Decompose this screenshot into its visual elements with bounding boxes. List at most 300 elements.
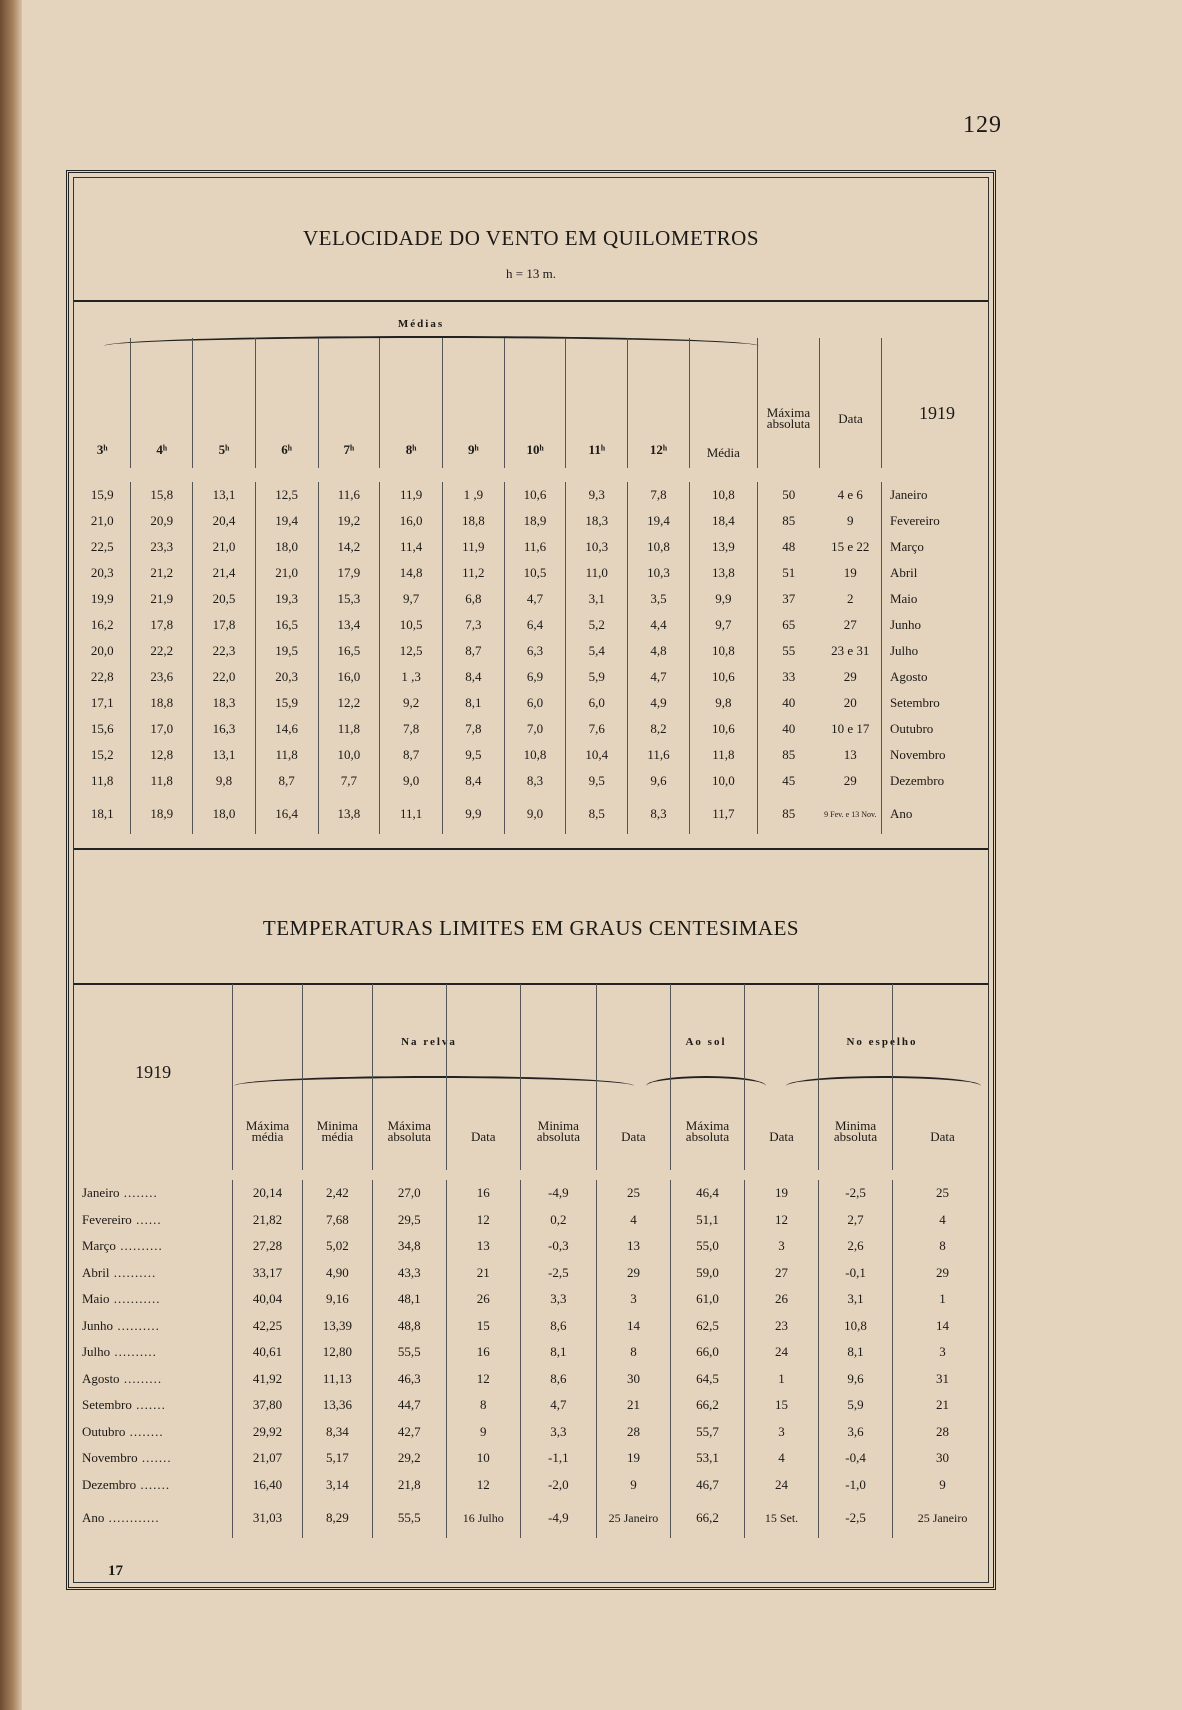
table-cell: 8,7 xyxy=(442,638,504,664)
table-cell: 13 xyxy=(843,747,857,762)
table-row xyxy=(74,742,992,768)
table-cell: 18,0 xyxy=(255,534,318,560)
table-cell: 20,5 xyxy=(193,586,256,612)
table-cell: 10,8 xyxy=(504,742,566,768)
table-cell: 3,3 xyxy=(520,1286,596,1313)
table-cell: 18,9 xyxy=(504,508,566,534)
table-cell: 48 xyxy=(757,534,819,560)
table-cell: 22,0 xyxy=(193,664,256,690)
table-cell: 9 xyxy=(893,1472,992,1499)
temp-body xyxy=(74,1170,992,1538)
table-cell: 12,5 xyxy=(380,638,443,664)
table-cell: 19,4 xyxy=(628,508,690,534)
month-label xyxy=(74,1260,233,1287)
table-cell: 16,2 xyxy=(90,617,114,632)
month-label xyxy=(74,1392,233,1419)
leader-dots: .......... xyxy=(110,1344,157,1360)
table-cell: 8,34 xyxy=(302,1419,372,1446)
temp-group-espelho: No espelho xyxy=(846,1036,918,1048)
table-cell: 13,36 xyxy=(302,1392,372,1419)
table-cell: 3 xyxy=(744,1233,818,1260)
table-cell: 37,80 xyxy=(233,1392,303,1419)
table-cell: 11,8 xyxy=(255,742,318,768)
leader-dots: .......... xyxy=(113,1317,160,1333)
table-cell: 66,0 xyxy=(670,1339,744,1366)
table-cell: 6,0 xyxy=(566,690,628,716)
table-cell: 19 xyxy=(596,1445,670,1472)
month-label xyxy=(74,1313,233,1340)
table-cell: 25 Janeiro xyxy=(893,1498,992,1538)
table-cell: 2 xyxy=(847,591,854,606)
table-cell: 11,8 xyxy=(318,716,380,742)
table-cell: 31 xyxy=(893,1366,992,1393)
month-label xyxy=(74,1233,233,1260)
table-cell: 19,9 xyxy=(90,591,114,606)
table-cell: 10 xyxy=(446,1445,520,1472)
month-label xyxy=(74,1498,233,1538)
table-cell: 3,5 xyxy=(628,586,690,612)
table-cell: 29,92 xyxy=(233,1419,303,1446)
wind-hour-header: 3ʰ xyxy=(96,442,108,457)
table-cell: 9 xyxy=(446,1419,520,1446)
table-cell: 26 xyxy=(446,1286,520,1313)
month-label: Abril xyxy=(881,560,992,586)
table-cell: 40,04 xyxy=(233,1286,303,1313)
table-cell: 5,2 xyxy=(566,612,628,638)
table-cell: 19 xyxy=(843,565,857,580)
table-cell: 28 xyxy=(596,1419,670,1446)
table-cell: 10,4 xyxy=(566,742,628,768)
table-cell: 12,5 xyxy=(255,482,318,508)
table-cell: 15,9 xyxy=(255,690,318,716)
table-cell: 16 xyxy=(446,1339,520,1366)
table-cell: 19,5 xyxy=(255,638,318,664)
temp-table xyxy=(74,984,992,1538)
table-cell: 7,68 xyxy=(302,1207,372,1234)
table-cell: 12,80 xyxy=(302,1339,372,1366)
table-cell: 22,5 xyxy=(90,539,114,554)
table-cell: 10,8 xyxy=(689,482,757,508)
month-label xyxy=(74,1286,233,1313)
table-cell: 4 xyxy=(893,1207,992,1234)
table-cell: 11,0 xyxy=(566,560,628,586)
table-cell: 25 Janeiro xyxy=(596,1498,670,1538)
temp-header-row xyxy=(74,984,992,1170)
table-cell: 27 xyxy=(744,1260,818,1287)
table-cell: 10,6 xyxy=(689,664,757,690)
table-cell: 3,14 xyxy=(302,1472,372,1499)
table-cell: 18,9 xyxy=(131,794,193,834)
table-cell: 23,6 xyxy=(131,664,193,690)
table-cell: 10,3 xyxy=(566,534,628,560)
table-cell: 18,8 xyxy=(442,508,504,534)
table-cell: 7,3 xyxy=(442,612,504,638)
table-cell: 15,3 xyxy=(318,586,380,612)
table-cell: 20,14 xyxy=(233,1180,303,1207)
table-cell: 20,4 xyxy=(193,508,256,534)
table-cell: 10,8 xyxy=(689,638,757,664)
month-label xyxy=(74,1366,233,1393)
month-name: Fevereiro xyxy=(82,1211,132,1227)
table-row xyxy=(74,1339,992,1366)
temp-spacer-row xyxy=(74,1170,992,1180)
table-cell: 15 xyxy=(446,1313,520,1340)
table-cell: 14,8 xyxy=(380,560,443,586)
table-cell: 11,4 xyxy=(380,534,443,560)
table-cell: -0,4 xyxy=(819,1445,893,1472)
table-cell: 9 Fev. e 13 Nov. xyxy=(824,809,877,819)
page-number: 129 xyxy=(963,112,1002,138)
wind-total-row xyxy=(74,794,992,834)
table-cell: 16,3 xyxy=(193,716,256,742)
table-cell: 27,28 xyxy=(233,1233,303,1260)
month-label: Novembro xyxy=(881,742,992,768)
table-cell: 29 xyxy=(893,1260,992,1287)
table-row xyxy=(74,716,992,742)
temp-column-header: Minima média xyxy=(302,984,372,1170)
table-row xyxy=(74,482,992,508)
table-cell: 29 xyxy=(843,669,857,684)
table-cell: 40 xyxy=(757,690,819,716)
wind-hour-header: 9ʰ xyxy=(442,338,504,468)
table-cell: 20,3 xyxy=(255,664,318,690)
wind-title: VELOCIDADE DO VENTO EM QUILOMETROS xyxy=(302,226,760,250)
table-cell: 9,7 xyxy=(689,612,757,638)
month-name: Ano xyxy=(82,1510,105,1525)
table-row xyxy=(74,586,992,612)
table-cell: 55,5 xyxy=(372,1498,446,1538)
month-name: Agosto xyxy=(82,1370,120,1386)
table-row xyxy=(74,690,992,716)
table-cell: 42,7 xyxy=(372,1419,446,1446)
wind-hour-header: 6ʰ xyxy=(255,338,318,468)
table-cell: 1 xyxy=(893,1286,992,1313)
table-cell: 40 xyxy=(757,716,819,742)
wind-hour-header: 12ʰ xyxy=(628,338,690,468)
table-cell: 27,0 xyxy=(372,1180,446,1207)
wind-date-header: Data xyxy=(820,338,882,468)
table-cell: 8,1 xyxy=(442,690,504,716)
temp-column-header: Máxima média xyxy=(233,984,303,1170)
wind-year-header: 1919 xyxy=(881,338,992,468)
table-cell: 21,2 xyxy=(131,560,193,586)
table-cell: -4,9 xyxy=(520,1498,596,1538)
table-cell: 21 xyxy=(446,1260,520,1287)
table-cell: 48,1 xyxy=(372,1286,446,1313)
table-row xyxy=(74,534,992,560)
table-cell: 1 ,3 xyxy=(380,664,443,690)
table-cell: 9,0 xyxy=(504,794,566,834)
table-cell: 1 ,9 xyxy=(442,482,504,508)
table-cell: 9,9 xyxy=(442,794,504,834)
table-cell: 11,9 xyxy=(380,482,443,508)
table-cell: 8,1 xyxy=(520,1339,596,1366)
month-label xyxy=(74,1180,233,1207)
table-cell: -2,5 xyxy=(819,1498,893,1538)
table-cell: 10,6 xyxy=(689,716,757,742)
table-cell: 12,8 xyxy=(131,742,193,768)
table-cell: 7,8 xyxy=(380,716,443,742)
table-cell: 18,1 xyxy=(90,806,114,821)
table-cell: 3,6 xyxy=(819,1419,893,1446)
table-cell: 20,9 xyxy=(131,508,193,534)
table-cell: 21,0 xyxy=(193,534,256,560)
table-cell: 6,4 xyxy=(504,612,566,638)
wind-hour-header: 10ʰ xyxy=(504,338,566,468)
table-cell: 16 xyxy=(446,1180,520,1207)
table-cell: 40,61 xyxy=(233,1339,303,1366)
table-cell: 2,42 xyxy=(302,1180,372,1207)
table-cell: 23 e 31 xyxy=(831,643,870,658)
table-cell: 5,9 xyxy=(819,1392,893,1419)
table-cell: 3 xyxy=(893,1339,992,1366)
table-cell: 19,3 xyxy=(255,586,318,612)
table-cell: 8,6 xyxy=(520,1313,596,1340)
temp-title: TEMPERATURAS LIMITES EM GRAUS CENTESIMAES xyxy=(262,916,800,940)
month-name: Outubro xyxy=(82,1423,126,1439)
table-cell: 24 xyxy=(744,1472,818,1499)
table-row xyxy=(74,664,992,690)
table-cell: 11,8 xyxy=(131,768,193,794)
book-spine-edge xyxy=(0,0,22,1710)
table-cell: 10,5 xyxy=(380,612,443,638)
month-name: Janeiro xyxy=(82,1185,120,1201)
table-cell: 64,5 xyxy=(670,1366,744,1393)
leader-dots: ........ xyxy=(125,1423,164,1439)
month-name: Novembro xyxy=(82,1450,138,1466)
table-cell: 8,1 xyxy=(819,1339,893,1366)
table-cell: 8 xyxy=(893,1233,992,1260)
table-cell: 29,2 xyxy=(372,1445,446,1472)
table-frame xyxy=(66,170,996,1590)
wind-hour-header: 8ʰ xyxy=(380,338,443,468)
table-cell: 19,4 xyxy=(255,508,318,534)
table-cell: 4,9 xyxy=(628,690,690,716)
wind-hour-header: 5ʰ xyxy=(193,338,256,468)
table-cell: 10,8 xyxy=(628,534,690,560)
table-row xyxy=(74,560,992,586)
table-cell: 23 xyxy=(744,1313,818,1340)
month-label: Ano xyxy=(881,794,992,834)
wind-subtitle: h = 13 m. xyxy=(506,266,556,281)
table-cell: 11,13 xyxy=(302,1366,372,1393)
table-cell: 55,7 xyxy=(670,1419,744,1446)
table-row xyxy=(74,768,992,794)
table-cell: 0,2 xyxy=(520,1207,596,1234)
table-cell: 21,82 xyxy=(233,1207,303,1234)
temp-column-header: Máxima absoluta xyxy=(670,984,744,1170)
table-cell: 22,8 xyxy=(90,669,114,684)
wind-max-header: Máxima absoluta xyxy=(757,338,819,468)
table-cell: 43,3 xyxy=(372,1260,446,1287)
table-cell: 21,0 xyxy=(255,560,318,586)
month-label: Outubro xyxy=(881,716,992,742)
table-cell: 4 xyxy=(596,1207,670,1234)
table-cell: 7,7 xyxy=(318,768,380,794)
table-cell: 5,9 xyxy=(566,664,628,690)
month-label: Julho xyxy=(881,638,992,664)
table-cell: 3,3 xyxy=(520,1419,596,1446)
table-cell: 55 xyxy=(757,638,819,664)
leader-dots: .......... xyxy=(115,1238,163,1254)
table-cell: 16,5 xyxy=(255,612,318,638)
table-cell: 21,07 xyxy=(233,1445,303,1472)
table-row xyxy=(74,1366,992,1393)
table-cell: 3 xyxy=(596,1286,670,1313)
table-cell: 3 xyxy=(744,1419,818,1446)
leader-dots: ......... xyxy=(119,1370,163,1386)
table-cell: 17,0 xyxy=(131,716,193,742)
table-cell: 14,2 xyxy=(318,534,380,560)
leader-dots: ...... xyxy=(131,1211,162,1227)
table-cell: 34,8 xyxy=(372,1233,446,1260)
table-cell: 50 xyxy=(757,482,819,508)
table-cell: 8,6 xyxy=(520,1366,596,1393)
table-cell: 20 xyxy=(843,695,857,710)
table-cell: 85 xyxy=(757,794,819,834)
table-cell: 44,7 xyxy=(372,1392,446,1419)
table-cell: 5,17 xyxy=(302,1445,372,1472)
leader-dots: .......... xyxy=(109,1264,157,1280)
table-cell: 10,8 xyxy=(819,1313,893,1340)
table-cell: 10,5 xyxy=(504,560,566,586)
table-cell: 21 xyxy=(596,1392,670,1419)
table-cell: 9,8 xyxy=(193,768,256,794)
table-cell: 10,6 xyxy=(504,482,566,508)
table-cell: 16,0 xyxy=(380,508,443,534)
table-cell: 8,5 xyxy=(566,794,628,834)
leader-dots: ............ xyxy=(104,1510,160,1525)
table-cell: 21,8 xyxy=(372,1472,446,1499)
table-cell: 21,9 xyxy=(131,586,193,612)
table-cell: 85 xyxy=(757,742,819,768)
table-cell: 17,8 xyxy=(193,612,256,638)
table-cell: 15 xyxy=(744,1392,818,1419)
table-cell: -1,0 xyxy=(819,1472,893,1499)
month-label: Agosto xyxy=(881,664,992,690)
month-label xyxy=(74,1339,233,1366)
table-cell: 16,5 xyxy=(318,638,380,664)
table-cell: 37 xyxy=(757,586,819,612)
table-cell: 9,2 xyxy=(380,690,443,716)
table-cell: 7,8 xyxy=(628,482,690,508)
table-cell: 4,7 xyxy=(520,1392,596,1419)
table-row xyxy=(74,1445,992,1472)
table-cell: 62,5 xyxy=(670,1313,744,1340)
table-cell: 6,3 xyxy=(504,638,566,664)
table-cell: 33 xyxy=(757,664,819,690)
table-cell: 2,6 xyxy=(819,1233,893,1260)
table-cell: 7,6 xyxy=(566,716,628,742)
table-cell: 4,7 xyxy=(504,586,566,612)
table-cell: 9,7 xyxy=(380,586,443,612)
table-cell: -2,5 xyxy=(520,1260,596,1287)
table-cell: 42,25 xyxy=(233,1313,303,1340)
table-cell: 5,4 xyxy=(566,638,628,664)
table-cell: 15 Set. xyxy=(744,1498,818,1538)
table-cell: 30 xyxy=(596,1366,670,1393)
table-cell: 61,0 xyxy=(670,1286,744,1313)
table-cell: 20,0 xyxy=(90,643,114,658)
table-cell: 4,90 xyxy=(302,1260,372,1287)
wind-hour-header: 11ʰ xyxy=(566,338,628,468)
month-name: Dezembro xyxy=(82,1476,137,1492)
table-cell: 12 xyxy=(446,1366,520,1393)
table-cell: 19,2 xyxy=(318,508,380,534)
table-cell: -0,3 xyxy=(520,1233,596,1260)
table-row xyxy=(74,638,992,664)
temp-column-header: Data xyxy=(446,984,520,1170)
table-cell: 11,8 xyxy=(91,773,114,788)
table-cell: 9,5 xyxy=(442,742,504,768)
table-cell: 9,3 xyxy=(566,482,628,508)
leader-dots: ....... xyxy=(131,1397,166,1413)
month-label: Maio xyxy=(881,586,992,612)
table-row xyxy=(74,1472,992,1499)
table-cell: 9,8 xyxy=(689,690,757,716)
table-cell: 24 xyxy=(744,1339,818,1366)
table-cell: 3,1 xyxy=(819,1286,893,1313)
table-cell: 14 xyxy=(893,1313,992,1340)
table-row xyxy=(74,1313,992,1340)
table-row xyxy=(74,1180,992,1207)
table-cell: 17,8 xyxy=(131,612,193,638)
table-row xyxy=(74,1260,992,1287)
table-cell: 10,0 xyxy=(689,768,757,794)
table-cell: 12,2 xyxy=(318,690,380,716)
table-cell: 6,9 xyxy=(504,664,566,690)
table-cell: 13,1 xyxy=(193,482,256,508)
table-row xyxy=(74,1207,992,1234)
table-cell: 48,8 xyxy=(372,1313,446,1340)
temp-column-header: Data xyxy=(744,984,818,1170)
month-name: Abril xyxy=(82,1264,110,1280)
table-cell: 46,7 xyxy=(670,1472,744,1499)
table-cell: 8,3 xyxy=(504,768,566,794)
table-cell: 2,7 xyxy=(819,1207,893,1234)
leader-dots: ........... xyxy=(109,1291,161,1307)
table-cell: 18,8 xyxy=(131,690,193,716)
temp-column-header: Data xyxy=(893,984,992,1170)
table-cell: 9,16 xyxy=(302,1286,372,1313)
temp-group-relva: Na relva xyxy=(401,1036,457,1048)
wind-hour-header: 7ʰ xyxy=(318,338,380,468)
table-cell: 46,3 xyxy=(372,1366,446,1393)
leader-dots: ....... xyxy=(136,1476,171,1492)
signature-mark: 17 xyxy=(108,1563,123,1579)
table-cell: 15,9 xyxy=(90,487,114,502)
wind-spacer-row xyxy=(74,468,992,482)
table-cell: 29,5 xyxy=(372,1207,446,1234)
table-cell: 9,6 xyxy=(628,768,690,794)
month-label: Setembro xyxy=(881,690,992,716)
table-cell: -0,1 xyxy=(819,1260,893,1287)
table-cell: -4,9 xyxy=(520,1180,596,1207)
temp-total-row xyxy=(74,1498,992,1538)
table-cell: 11,6 xyxy=(504,534,566,560)
month-label: Fevereiro xyxy=(881,508,992,534)
table-cell: 8 xyxy=(596,1339,670,1366)
table-cell: 9,5 xyxy=(566,768,628,794)
table-cell: 9,0 xyxy=(380,768,443,794)
wind-hour-header: 4ʰ xyxy=(131,338,193,468)
table-cell: 53,1 xyxy=(670,1445,744,1472)
table-cell: 15,8 xyxy=(131,482,193,508)
table-cell: 13,9 xyxy=(689,534,757,560)
table-cell: 18,0 xyxy=(193,794,256,834)
table-cell: 4,4 xyxy=(628,612,690,638)
table-cell: 11,9 xyxy=(442,534,504,560)
